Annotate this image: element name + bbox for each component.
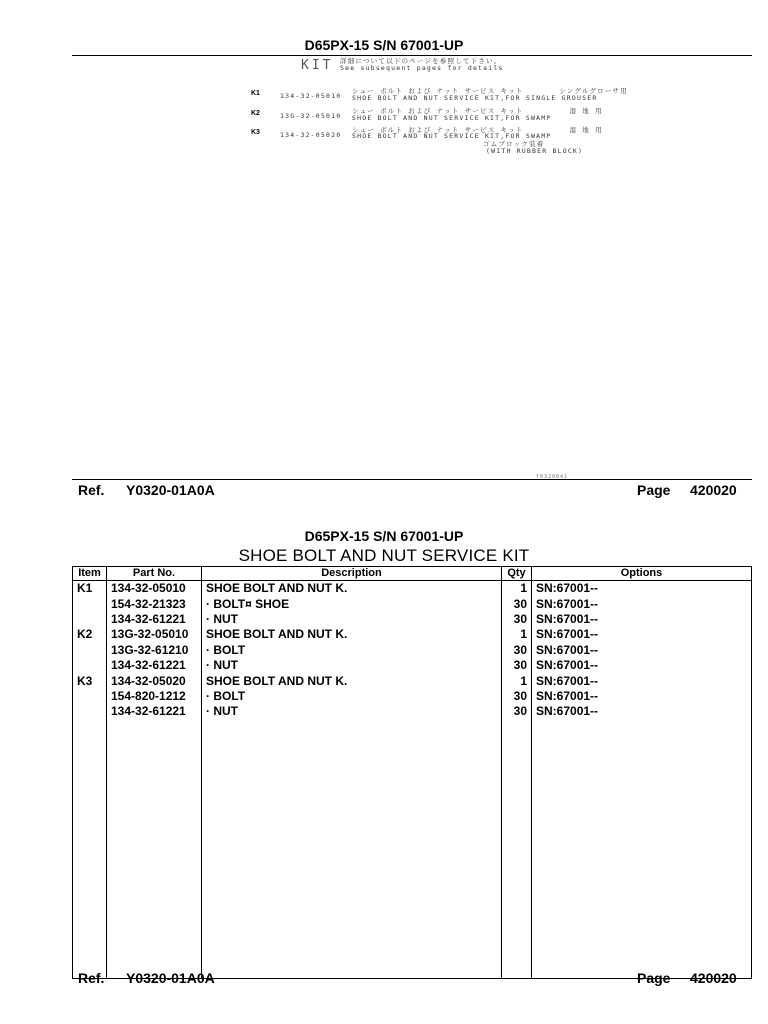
page-label: Page: [637, 482, 671, 498]
table-header-row: [73, 567, 752, 581]
kit-desc-jp: シュー ボルト および ナット サービス キット 湿 地 用: [352, 107, 603, 115]
kit-part-number: 134-32-05020: [280, 131, 342, 139]
description-cell: · NUT: [202, 704, 502, 719]
column-header-item: Item: [73, 567, 107, 581]
kit-desc-en: SHOE BOLT AND NUT SERVICE KIT,FOR SWAMP: [352, 114, 552, 122]
item-cell: [73, 643, 107, 658]
item-cell: [73, 658, 107, 673]
table-row: [73, 673, 752, 688]
page1-footer-rule: [72, 479, 752, 480]
part-no-cell: 13G-32-61210: [107, 643, 202, 658]
table-row: [73, 596, 752, 611]
description-cell: · BOLT: [202, 689, 502, 704]
kit-note-en: See subsequent pages for details: [340, 64, 504, 72]
description-cell: SHOE BOLT AND NUT K.: [202, 627, 502, 642]
ref-label: Ref.: [78, 970, 105, 986]
part-no-cell: 13G-32-05010: [107, 627, 202, 642]
options-cell: SN:67001--: [532, 704, 752, 719]
options-cell: SN:67001--: [532, 689, 752, 704]
options-cell: SN:67001--: [532, 581, 752, 597]
column-header-options: Options: [532, 567, 752, 581]
table-row: [73, 689, 752, 704]
table-empty-space: [73, 720, 752, 979]
qty-cell: 30: [502, 704, 532, 719]
kit-id: K3: [251, 129, 260, 136]
description-cell: · NUT: [202, 658, 502, 673]
qty-cell: 30: [502, 689, 532, 704]
kit-desc-jp: シュー ボルト および ナット サービス キット 湿 地 用: [352, 126, 603, 134]
kit-desc-en: SHOE BOLT AND NUT SERVICE KIT,FOR SINGLE GROUSER: [352, 94, 598, 102]
table-row: [73, 643, 752, 658]
ref-label: Ref.: [78, 482, 105, 498]
ref-value: Y0320-01A0A: [126, 482, 215, 498]
page-number: 420020: [690, 970, 737, 986]
ref-value: Y0320-01A0A: [126, 970, 215, 986]
part-no-cell: 134-32-61221: [107, 658, 202, 673]
kit-id: K2: [251, 110, 260, 117]
item-cell: [73, 704, 107, 719]
description-cell: SHOE BOLT AND NUT K.: [202, 673, 502, 688]
kit-note-jp: 詳細について以下のページを参照して下さい。: [340, 57, 502, 65]
item-cell: K3: [73, 673, 107, 688]
options-cell: SN:67001--: [532, 627, 752, 642]
table-row: [73, 581, 752, 597]
column-header-part-no: Part No.: [107, 567, 202, 581]
table-row: [73, 627, 752, 642]
part-no-cell: 134-32-61221: [107, 612, 202, 627]
part-no-cell: 154-32-21323: [107, 596, 202, 611]
part-no-cell: 154-820-1212: [107, 689, 202, 704]
item-cell: [73, 596, 107, 611]
item-cell: [73, 689, 107, 704]
item-cell: [73, 612, 107, 627]
drawing-stamp: Y0320041: [536, 474, 569, 480]
qty-cell: 1: [502, 673, 532, 688]
kit-desc-en: SHOE BOLT AND NUT SERVICE KIT,FOR SWAMP: [352, 132, 552, 140]
page2-title: D65PX-15 S/N 67001-UP: [304, 528, 464, 544]
kit-extra-en: (WITH RUBBER BLOCK): [486, 147, 584, 155]
kit-id: K1: [251, 90, 260, 97]
description-cell: · BOLT¤ SHOE: [202, 596, 502, 611]
qty-cell: 30: [502, 658, 532, 673]
kit-part-number: 13G-32-05010: [280, 112, 342, 120]
qty-cell: 30: [502, 612, 532, 627]
parts-table: [72, 566, 752, 979]
table-row: [73, 658, 752, 673]
item-cell: K2: [73, 627, 107, 642]
item-cell: K1: [73, 581, 107, 597]
qty-cell: 30: [502, 643, 532, 658]
kit-extra-jp: ゴムブロック装着: [483, 140, 545, 148]
kit-part-number: 134-32-05010: [280, 92, 342, 100]
description-cell: SHOE BOLT AND NUT K.: [202, 581, 502, 597]
qty-cell: 1: [502, 627, 532, 642]
part-no-cell: 134-32-05020: [107, 673, 202, 688]
description-cell: · BOLT: [202, 643, 502, 658]
page2-subtitle: SHOE BOLT AND NUT SERVICE KIT: [238, 546, 530, 565]
column-header-description: Description: [202, 567, 502, 581]
options-cell: SN:67001--: [532, 658, 752, 673]
qty-cell: 30: [502, 596, 532, 611]
options-cell: SN:67001--: [532, 673, 752, 688]
part-no-cell: 134-32-05010: [107, 581, 202, 597]
table-row: [73, 704, 752, 719]
page-label: Page: [637, 970, 671, 986]
options-cell: SN:67001--: [532, 612, 752, 627]
column-header-qty: Qty: [502, 567, 532, 581]
options-cell: SN:67001--: [532, 643, 752, 658]
table-row: [73, 612, 752, 627]
options-cell: SN:67001--: [532, 596, 752, 611]
description-cell: · NUT: [202, 612, 502, 627]
qty-cell: 1: [502, 581, 532, 597]
part-no-cell: 134-32-61221: [107, 704, 202, 719]
kit-desc-jp: シュー ボルト および ナット サービス キット シングルグローサ用: [352, 87, 628, 95]
page1-title: D65PX-15 S/N 67001-UP: [304, 37, 464, 53]
kit-label: KIT: [301, 58, 334, 73]
page-number: 420020: [690, 482, 737, 498]
